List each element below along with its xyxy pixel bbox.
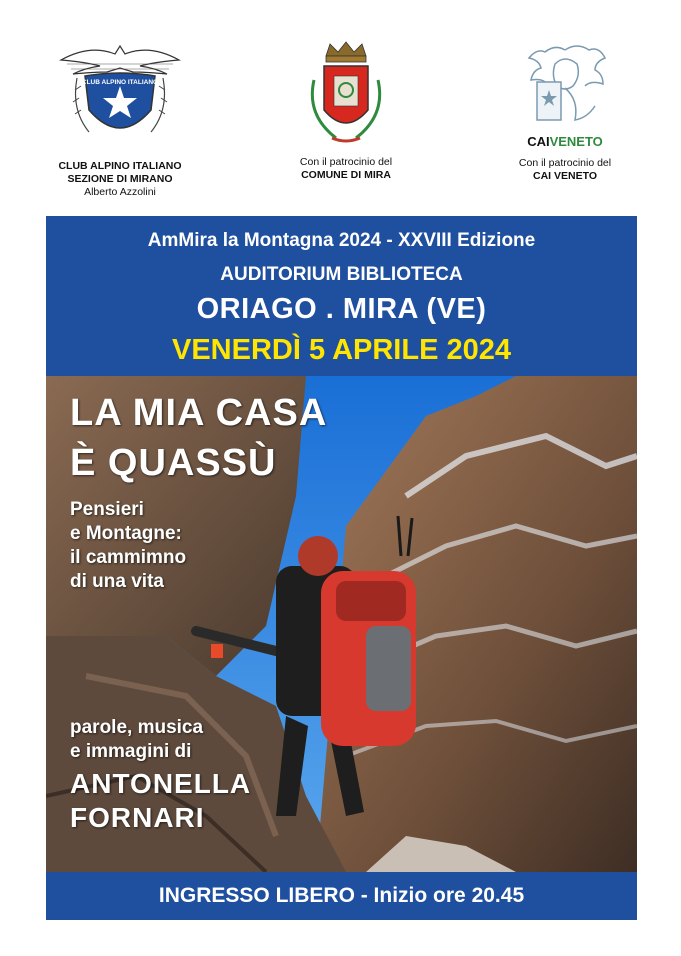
comune-caption-line2: COMUNE DI MIRA [301, 169, 391, 181]
poster-credits-line2: e immagini di [70, 741, 192, 762]
poster-photo [46, 376, 637, 872]
winged-lion-icon [515, 40, 615, 132]
event-date: VENERDÌ 5 APRILE 2024 [172, 334, 511, 366]
caiveneto-caption-line1: Con il patrocinio del [518, 157, 612, 169]
event-location: ORIAGO . MIRA (VE) [196, 293, 487, 325]
caiveneto-caption-line2: CAI VENETO [533, 170, 597, 182]
poster-subtitle-line2: e Montagne: [70, 523, 182, 544]
coat-of-arms-icon [296, 40, 396, 150]
cai-eagle-icon [55, 40, 185, 150]
event-venue: AUDITORIUM BIBLIOTECA [220, 264, 463, 285]
caiveneto-wordmark-veneto: VENETO [549, 134, 603, 149]
poster-subtitle-line4: di una vita [70, 571, 164, 592]
caiveneto-wordmark-cai: CAI [527, 134, 550, 149]
poster-title-line2: È QUASSÙ [70, 442, 277, 484]
poster-subtitle-line3: il cammimno [70, 547, 187, 568]
poster-credits-line1: parole, musica [70, 717, 204, 738]
cai-badge-text: CLUB ALPINO ITALIANO [81, 79, 159, 86]
cai-caption-line2: SEZIONE DI MIRANO [67, 173, 173, 185]
poster-subtitle-line1: Pensieri [70, 499, 144, 520]
event-header-band [46, 216, 637, 376]
cai-caption-line1: CLUB ALPINO ITALIANO [58, 160, 182, 172]
cai-mirano-logo [20, 40, 220, 199]
comune-mira-logo [246, 40, 446, 182]
cai-caption-line3: Alberto Azzolini [84, 186, 156, 198]
event-edition: AmMira la Montagna 2024 - XXVIII Edizione [147, 230, 536, 251]
entry-info-band: INGRESSO LIBERO - Inizio ore 20.45 [46, 872, 637, 920]
poster-author-line1: ANTONELLA [70, 768, 252, 799]
comune-caption-line1: Con il patrocinio del [299, 156, 393, 168]
poster-title-line1: LA MIA CASA [70, 392, 328, 434]
cai-veneto-logo [465, 40, 665, 183]
poster-author-line2: FORNARI [70, 802, 205, 833]
